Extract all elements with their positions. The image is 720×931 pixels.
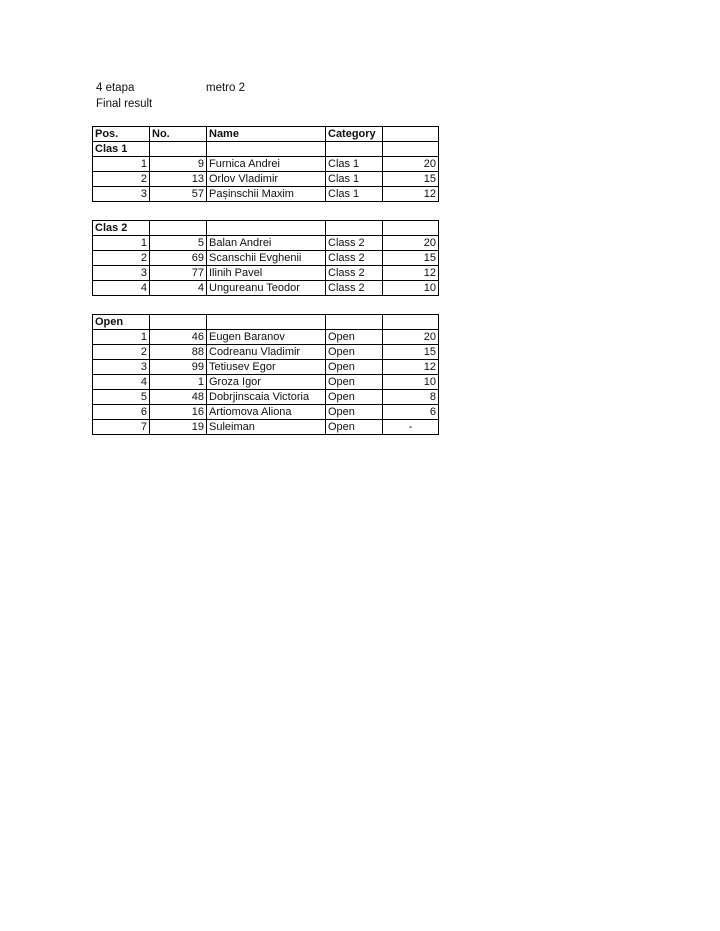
venue-label: metro 2 bbox=[206, 82, 245, 94]
category-cell: Open bbox=[326, 375, 383, 390]
points-cell: 10 bbox=[383, 281, 439, 296]
column-header-no: No. bbox=[150, 127, 207, 142]
table-row bbox=[93, 420, 439, 435]
category-cell: Class 2 bbox=[326, 236, 383, 251]
name-cell: Balan Andrei bbox=[207, 236, 326, 251]
number-cell: 69 bbox=[150, 251, 207, 266]
pos-cell: 4 bbox=[93, 375, 150, 390]
pos-cell: 2 bbox=[93, 345, 150, 360]
pos-cell: 5 bbox=[93, 390, 150, 405]
name-cell: Suleiman bbox=[207, 420, 326, 435]
name-cell: Orlov Vladimir bbox=[207, 172, 326, 187]
pos-cell: 1 bbox=[93, 330, 150, 345]
table-row bbox=[93, 157, 439, 172]
table-row bbox=[93, 172, 439, 187]
number-cell: 77 bbox=[150, 266, 207, 281]
number-cell: 16 bbox=[150, 405, 207, 420]
empty-cell bbox=[150, 221, 207, 236]
points-cell: 6 bbox=[383, 405, 439, 420]
pos-cell: 3 bbox=[93, 360, 150, 375]
results-table-open bbox=[92, 314, 439, 435]
table-row bbox=[93, 281, 439, 296]
category-cell: Clas 1 bbox=[326, 157, 383, 172]
pos-cell: 3 bbox=[93, 187, 150, 202]
name-cell: Groza Igor bbox=[207, 375, 326, 390]
table-row bbox=[93, 266, 439, 281]
empty-cell bbox=[326, 221, 383, 236]
results-table-clas1 bbox=[92, 126, 439, 202]
name-cell: Scanschii Evghenii bbox=[207, 251, 326, 266]
name-cell: Eugen Baranov bbox=[207, 330, 326, 345]
pos-cell: 3 bbox=[93, 266, 150, 281]
points-cell: 12 bbox=[383, 187, 439, 202]
table-row bbox=[93, 187, 439, 202]
name-cell: Tetiusev Egor bbox=[207, 360, 326, 375]
pos-cell: 1 bbox=[93, 157, 150, 172]
pos-cell: 2 bbox=[93, 251, 150, 266]
category-cell: Open bbox=[326, 330, 383, 345]
category-cell: Open bbox=[326, 390, 383, 405]
pos-cell: 2 bbox=[93, 172, 150, 187]
category-cell: Open bbox=[326, 360, 383, 375]
points-cell: - bbox=[383, 420, 439, 435]
section-title: Clas 1 bbox=[93, 142, 150, 157]
category-cell: Class 2 bbox=[326, 266, 383, 281]
category-cell: Open bbox=[326, 405, 383, 420]
category-cell: Clas 1 bbox=[326, 172, 383, 187]
number-cell: 57 bbox=[150, 187, 207, 202]
empty-cell bbox=[326, 142, 383, 157]
empty-cell bbox=[383, 142, 439, 157]
pos-cell: 1 bbox=[93, 236, 150, 251]
empty-cell bbox=[150, 142, 207, 157]
number-cell: 88 bbox=[150, 345, 207, 360]
section-title: Open bbox=[93, 315, 150, 330]
table-row bbox=[93, 405, 439, 420]
section-title-row bbox=[93, 315, 439, 330]
section-title-row bbox=[93, 221, 439, 236]
points-cell: 12 bbox=[383, 360, 439, 375]
name-cell: Codreanu Vladimir bbox=[207, 345, 326, 360]
category-cell: Class 2 bbox=[326, 281, 383, 296]
number-cell: 1 bbox=[150, 375, 207, 390]
column-header-name: Name bbox=[207, 127, 326, 142]
pos-cell: 4 bbox=[93, 281, 150, 296]
points-cell: 15 bbox=[383, 251, 439, 266]
empty-cell bbox=[207, 221, 326, 236]
points-cell: 20 bbox=[383, 236, 439, 251]
number-cell: 19 bbox=[150, 420, 207, 435]
name-cell: Ungureanu Teodor bbox=[207, 281, 326, 296]
pos-cell: 6 bbox=[93, 405, 150, 420]
points-cell: 15 bbox=[383, 172, 439, 187]
number-cell: 48 bbox=[150, 390, 207, 405]
category-cell: Class 2 bbox=[326, 251, 383, 266]
section-title-row bbox=[93, 142, 439, 157]
points-cell: 12 bbox=[383, 266, 439, 281]
subtitle-label: Final result bbox=[96, 98, 153, 110]
name-cell: Ilinih Pavel bbox=[207, 266, 326, 281]
points-cell: 20 bbox=[383, 330, 439, 345]
table-row bbox=[93, 375, 439, 390]
stage-label: 4 etapa bbox=[96, 82, 135, 94]
table-row bbox=[93, 251, 439, 266]
category-cell: Clas 1 bbox=[326, 187, 383, 202]
empty-cell bbox=[207, 142, 326, 157]
table-row bbox=[93, 345, 439, 360]
column-header-row bbox=[93, 127, 439, 142]
number-cell: 9 bbox=[150, 157, 207, 172]
number-cell: 5 bbox=[150, 236, 207, 251]
table-row bbox=[93, 236, 439, 251]
empty-cell bbox=[383, 221, 439, 236]
table-row bbox=[93, 360, 439, 375]
number-cell: 13 bbox=[150, 172, 207, 187]
number-cell: 99 bbox=[150, 360, 207, 375]
points-cell: 15 bbox=[383, 345, 439, 360]
table-row bbox=[93, 330, 439, 345]
number-cell: 4 bbox=[150, 281, 207, 296]
column-header-points bbox=[383, 127, 439, 142]
name-cell: Furnica Andrei bbox=[207, 157, 326, 172]
column-header-pos: Pos. bbox=[93, 127, 150, 142]
category-cell: Open bbox=[326, 420, 383, 435]
category-cell: Open bbox=[326, 345, 383, 360]
empty-cell bbox=[326, 315, 383, 330]
name-cell: Artiomova Aliona bbox=[207, 405, 326, 420]
column-header-category: Category bbox=[326, 127, 383, 142]
section-title: Clas 2 bbox=[93, 221, 150, 236]
results-table-clas2 bbox=[92, 220, 439, 296]
points-cell: 8 bbox=[383, 390, 439, 405]
number-cell: 46 bbox=[150, 330, 207, 345]
name-cell: Pașinschii Maxim bbox=[207, 187, 326, 202]
empty-cell bbox=[383, 315, 439, 330]
empty-cell bbox=[150, 315, 207, 330]
points-cell: 20 bbox=[383, 157, 439, 172]
empty-cell bbox=[207, 315, 326, 330]
name-cell: Dobrjinscaia Victoria bbox=[207, 390, 326, 405]
table-row bbox=[93, 390, 439, 405]
points-cell: 10 bbox=[383, 375, 439, 390]
pos-cell: 7 bbox=[93, 420, 150, 435]
